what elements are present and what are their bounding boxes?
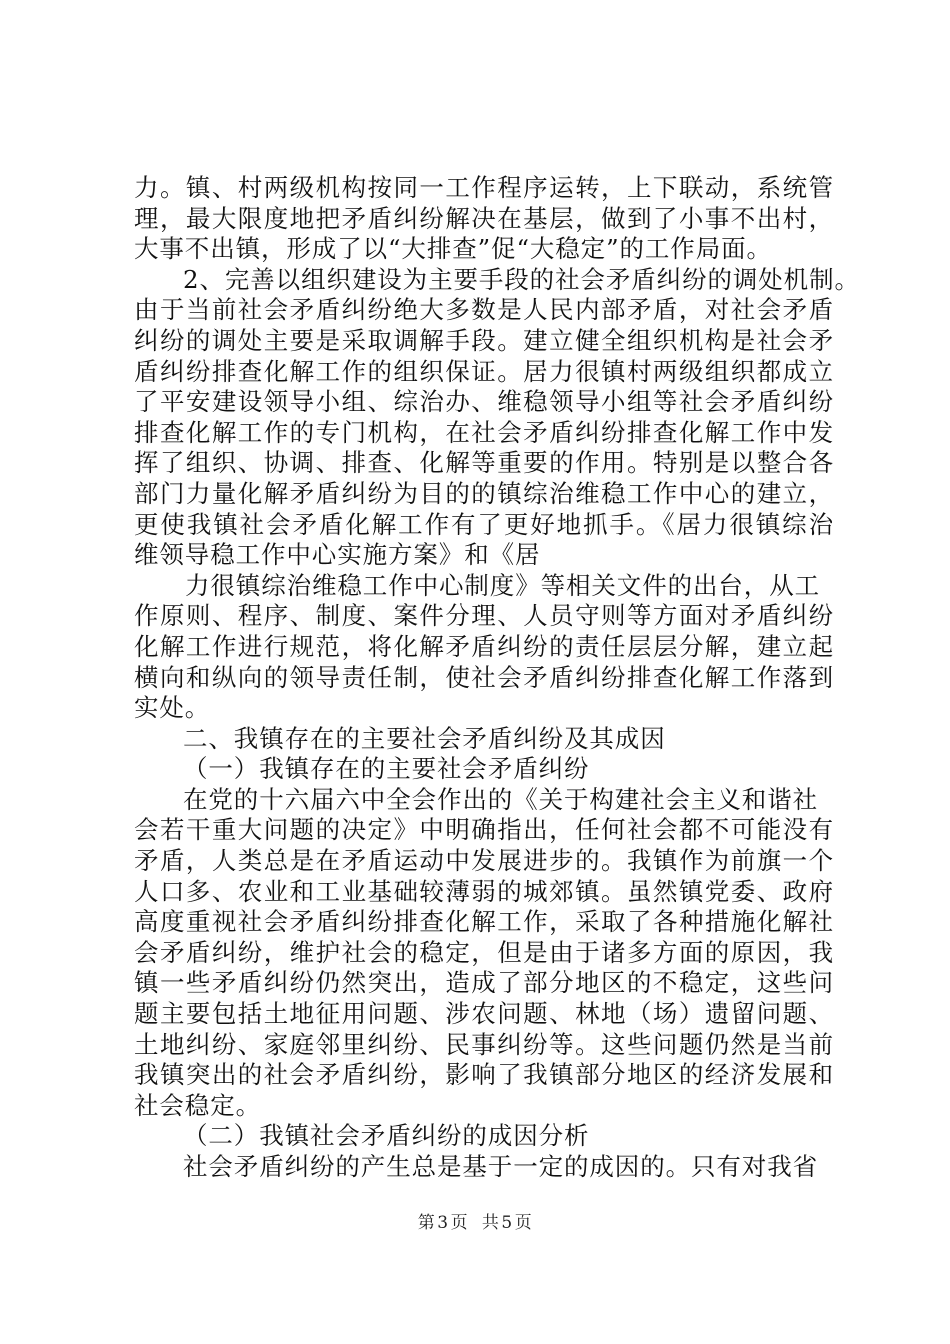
text-line: 人口多、农业和工业基础较薄弱的城郊镇。虽然镇党委、政府 [134, 876, 834, 906]
text-line: 我镇突出的社会矛盾纠纷，影响了我镇部分地区的经济发展和 [134, 1060, 834, 1090]
text-line: 矛盾，人类总是在矛盾运动中发展进步的。我镇作为前旗一个 [134, 846, 834, 876]
text-line: 镇一些矛盾纠纷仍然突出，造成了部分地区的不稳定，这些问 [134, 968, 834, 998]
text-line: 理，最大限度地把矛盾纠纷解决在基层，做到了小事不出村， [134, 203, 834, 233]
text-line: 维领导稳工作中心实施方案》和《居 [134, 540, 541, 570]
text-line: 社会稳定。 [134, 1090, 261, 1120]
text-line: 作原则、程序、制度、案件分理、人员守则等方面对矛盾纠纷 [134, 601, 834, 631]
text-line: 力很镇综治维稳工作中心制度》等相关文件的出台，从工 [185, 570, 820, 600]
text-line: 由于当前社会矛盾纠纷绝大多数是人民内部矛盾，对社会矛盾 [134, 295, 834, 325]
text-line: 会若干重大问题的决定》中明确指出，任何社会都不可能没有 [134, 815, 834, 845]
page-number: 3 [437, 1213, 449, 1233]
text-line: 力。镇、村两级机构按同一工作程序运转，上下联动，系统管 [134, 173, 834, 202]
total-pages: 5 [501, 1213, 513, 1233]
text-line: 会矛盾纠纷，维护社会的稳定，但是由于诸多方面的原因，我 [134, 937, 834, 967]
text-line: 挥了组织、协调、排查、化解等重要的作用。特别是以整合各 [134, 448, 834, 478]
text-line: 纠纷的调处主要是采取调解手段。建立健全组织机构是社会矛 [134, 325, 834, 355]
text-line: 在党的十六届六中全会作出的《关于构建社会主义和谐社 [183, 784, 818, 814]
text-line: 排查化解工作的专门机构，在社会矛盾纠纷排查化解工作中发 [134, 417, 834, 447]
text-line: 高度重视社会矛盾纠纷排查化解工作，采取了各种措施化解社 [134, 907, 834, 937]
subsection-heading: （二）我镇社会矛盾纠纷的成因分析 [183, 1121, 590, 1151]
section-heading: 二、我镇存在的主要社会矛盾纠纷及其成因 [183, 723, 666, 753]
text-line: 题主要包括土地征用问题、涉农问题、林地（场）遗留问题、 [134, 999, 834, 1029]
text-line: 实处。 [134, 693, 211, 723]
text-line: 更使我镇社会矛盾化解工作有了更好地抓手。《居力很镇综治 [134, 509, 834, 539]
total-unit: 页 [514, 1213, 533, 1233]
text-line: 部门力量化解矛盾纠纷为目的的镇综治维稳工作中心的建立， [134, 478, 834, 508]
subsection-heading: （一）我镇存在的主要社会矛盾纠纷 [183, 754, 590, 784]
document-body [134, 173, 860, 1183]
text-line: 化解工作进行规范，将化解矛盾纠纷的责任层层分解，建立起 [134, 631, 834, 661]
page-footer [0, 1212, 950, 1234]
total-prefix: 共 [481, 1213, 500, 1233]
text-line: 2、完善以组织建设为主要手段的社会矛盾纠纷的调处机制。 [183, 264, 860, 294]
text-line: 盾纠纷排查化解工作的组织保证。居力很镇村两级组织都成立 [134, 356, 834, 386]
text-line: 大事不出镇，形成了以“大排查”促“大稳定”的工作局面。 [134, 234, 772, 264]
page-unit: 页 [450, 1213, 469, 1233]
text-line: 土地纠纷、家庭邻里纠纷、民事纠纷等。这些问题仍然是当前 [134, 1029, 834, 1059]
text-line: 横向和纵向的领导责任制，使社会矛盾纠纷排查化解工作落到 [134, 662, 834, 692]
text-line: 社会矛盾纠纷的产生总是基于一定的成因的。只有对我省 [183, 1152, 818, 1181]
text-line: 了平安建设领导小组、综治办、维稳领导小组等社会矛盾纠纷 [134, 387, 834, 417]
footer-prefix: 第 [417, 1213, 436, 1233]
